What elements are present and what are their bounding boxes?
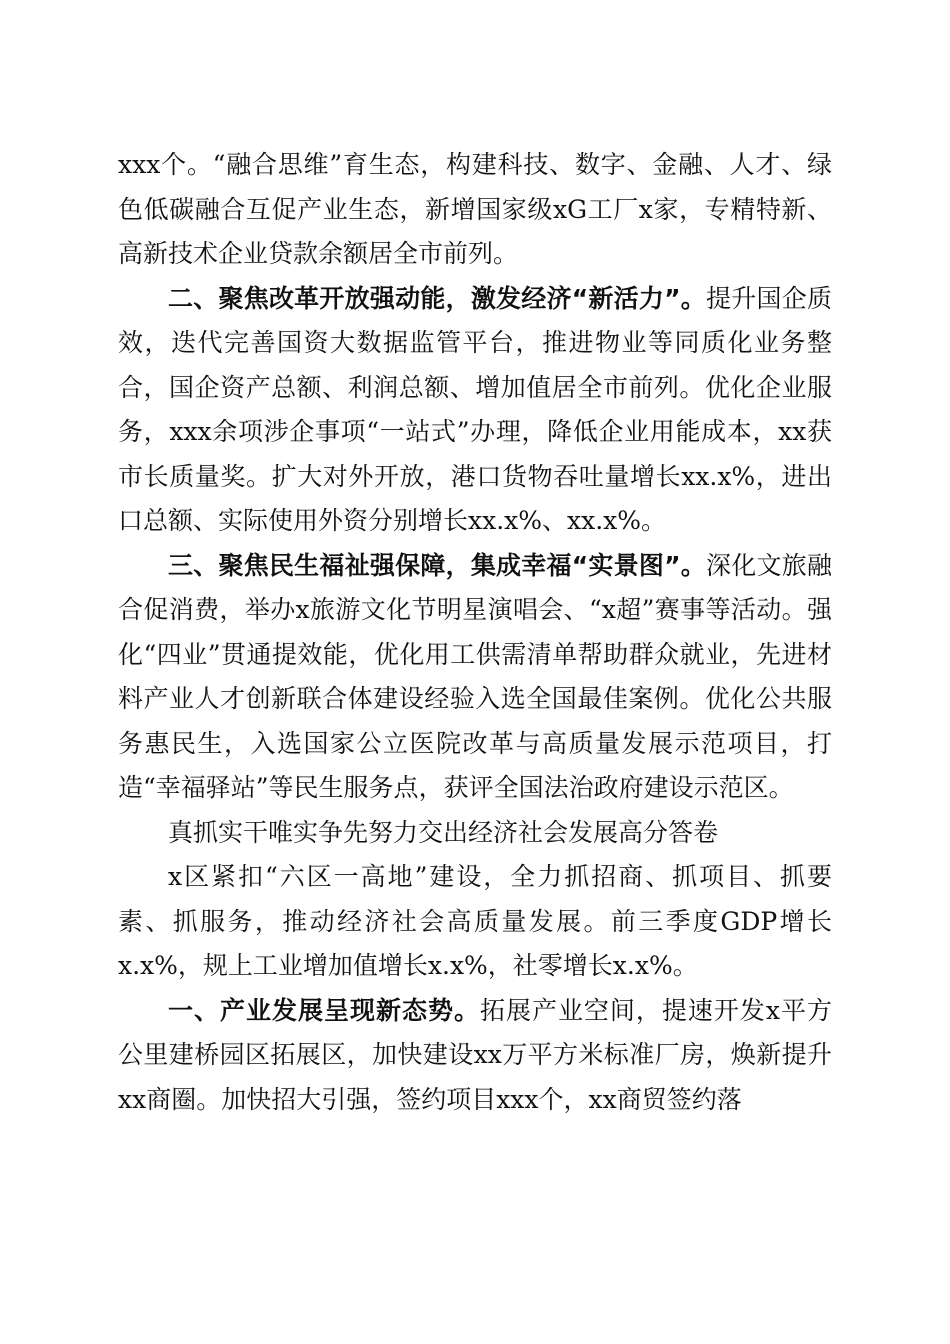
section-one-text: 拓展产业空间，提速开发x平方公里建桥园区拓展区，加快建设xx万平方米标准厂房，焕新提升xx商圈。加快招大引强，签约项目xxx个，xx商贸签约落 bbox=[118, 995, 832, 1114]
section-three-heading: 三、聚焦民生福祉强保障，集成幸福“实景图”。 bbox=[168, 550, 707, 580]
document-body bbox=[118, 143, 832, 1122]
article-title-text: 真抓实干唯实争先努力交出经济社会发展高分答卷 bbox=[168, 817, 719, 847]
section-two-paragraph bbox=[118, 277, 832, 544]
intro-paragraph bbox=[118, 855, 832, 989]
section-one-heading: 一、产业发展呈现新态势。 bbox=[168, 995, 480, 1025]
paragraph-continuation bbox=[118, 143, 832, 277]
section-two-text: 提升国企质效，迭代完善国资大数据监管平台，推进物业等同质化业务整合，国企资产总额、利润总额、增加值居全市前列。优化企业服务，xxx余项涉企事项“一站式”办理，降低企业用能成本，xx获市长质量奖。扩大对外开放，港口货物吞吐量增长xx.x%，进出口总额、实际使用外资分别增长xx.x%、xx.x%。 bbox=[118, 283, 832, 535]
section-three-text: 深化文旅融合促消费，举办x旅游文化节明星演唱会、“x超”赛事等活动。强化“四业”贯通提效能，优化用工供需清单帮助群众就业，先进材料产业人才创新联合体建设经验入选全国最佳案例。优化公共服务惠民生，入选国家公立医院改革与高质量发展示范项目，打造“幸福驿站”等民生服务点，获评全国法治政府建设示范区。 bbox=[118, 550, 832, 802]
paragraph-text: xxx个。“融合思维”育生态，构建科技、数字、金融、人才、绿色低碳融合互促产业生态，新增国家级xG工厂x家，专精特新、高新技术企业贷款余额居全市前列。 bbox=[118, 150, 832, 268]
section-three-paragraph bbox=[118, 544, 832, 811]
section-one-paragraph bbox=[118, 989, 832, 1123]
article-title bbox=[118, 811, 832, 856]
intro-text: x区紧扣“六区一高地”建设，全力抓招商、抓项目、抓要素、抓服务，推动经济社会高质量发展。前三季度GDP增长x.x%，规上工业增加值增长x.x%，社零增长x.x%。 bbox=[118, 862, 832, 980]
section-two-heading: 二、聚焦改革开放强动能，激发经济“新活力”。 bbox=[168, 283, 707, 313]
